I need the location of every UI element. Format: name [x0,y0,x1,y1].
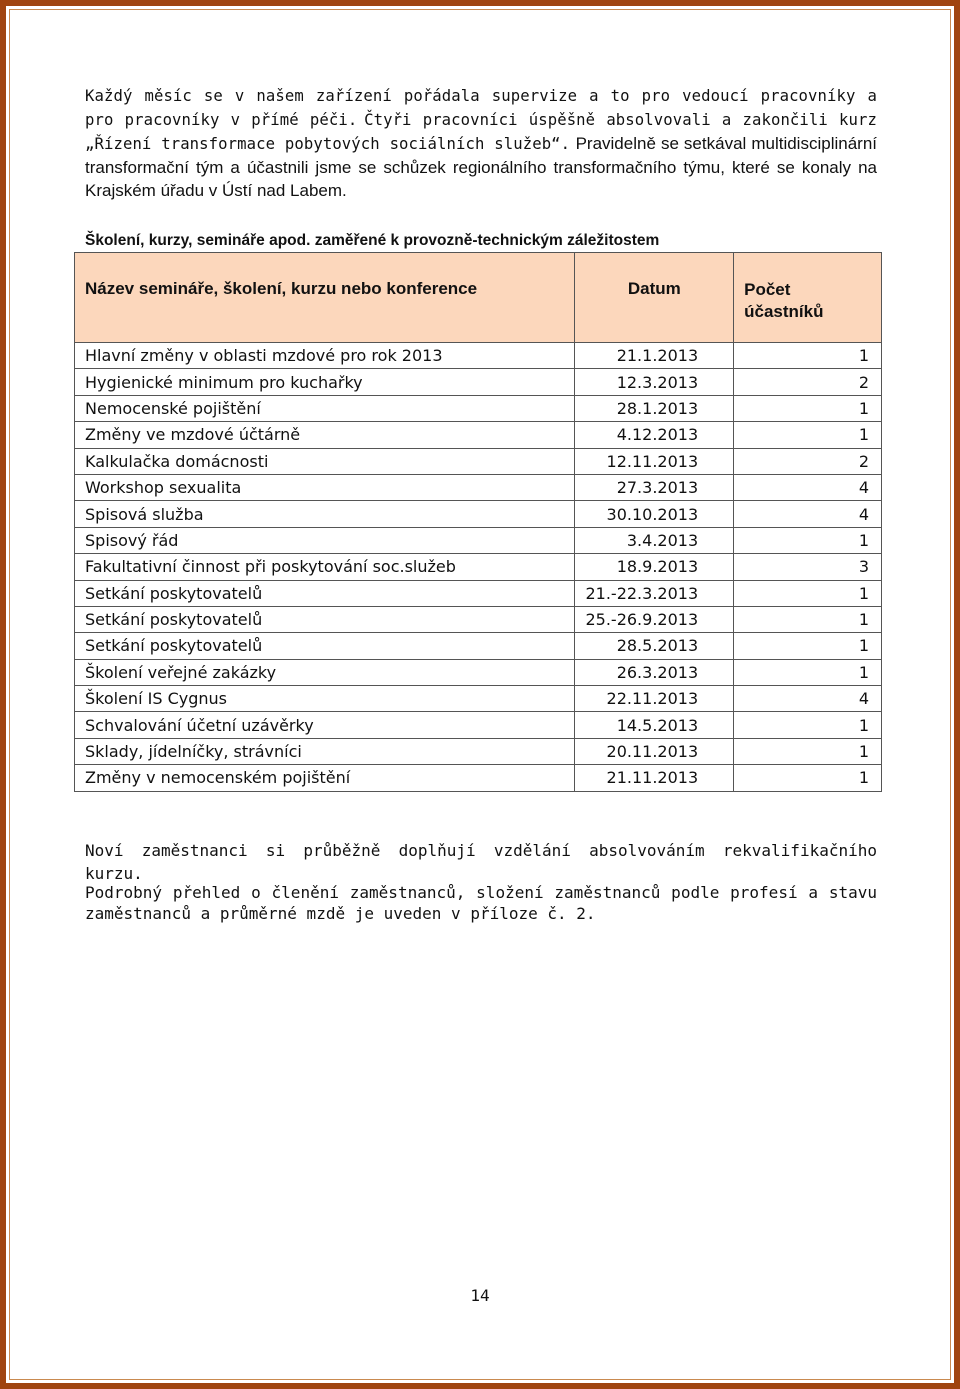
cell-count: 1 [734,765,882,791]
table-row [75,395,882,421]
new-staff-paragraph: Noví zaměstnanci si průběžně doplňují vzdělání absolvováním rekvalifikačního kurzu. [85,841,877,883]
cell-date: 14.5.2013 [575,712,734,738]
cell-count: 1 [734,580,882,606]
table-row [75,712,882,738]
cell-name: Schvalování účetní uzávěrky [75,712,575,738]
cell-name: Hlavní změny v oblasti mzdové pro rok 2013 [75,343,575,369]
table-row [75,765,882,791]
header-count-line2: účastníků [744,302,824,321]
cell-name: Školení IS Cygnus [75,686,575,712]
intro-sentence-2: Čtyři pracovníci úspěšně absolvovali a zakončili kurz „Řízení transformace pobytových sociálních služeb“. [85,111,877,153]
cell-date: 28.5.2013 [575,633,734,659]
cell-name: Spisová služba [75,501,575,527]
table-row [75,686,882,712]
cell-date: 21.1.2013 [575,343,734,369]
table-row [75,554,882,580]
overview-paragraph: Podrobný přehled o členění zaměstnanců, složení zaměstnanců podle profesí a stavu zaměstnanců a průměrné mzdě je uveden v příloze č. 2. [85,883,877,923]
cell-name: Setkání poskytovatelů [75,580,575,606]
cell-count: 1 [734,395,882,421]
cell-date: 25.-26.9.2013 [575,606,734,632]
cell-date: 27.3.2013 [575,474,734,500]
cell-name: Hygienické minimum pro kuchařky [75,369,575,395]
table-row [75,343,882,369]
cell-date: 3.4.2013 [575,527,734,553]
cell-name: Workshop sexualita [75,474,575,500]
intro-paragraph [85,84,877,202]
cell-name: Setkání poskytovatelů [75,633,575,659]
cell-count: 1 [734,422,882,448]
table-row [75,369,882,395]
cell-name: Spisový řád [75,527,575,553]
cell-count: 2 [734,369,882,395]
section-heading-bold: Školení, kurzy, semináře apod. [85,232,311,249]
table-row [75,422,882,448]
section-heading [85,232,659,250]
section-heading-rest: zaměřené k provozně-technickým záležitostem [314,232,660,249]
header-name: Název semináře, školení, kurzu nebo konference [75,253,575,343]
table-row [75,580,882,606]
cell-count: 1 [734,606,882,632]
cell-name: Kalkulačka domácnosti [75,448,575,474]
table-row [75,474,882,500]
table-row [75,738,882,764]
table-row [75,659,882,685]
cell-name: Nemocenské pojištění [75,395,575,421]
cell-date: 26.3.2013 [575,659,734,685]
cell-date: 22.11.2013 [575,686,734,712]
cell-count: 1 [734,659,882,685]
cell-count: 1 [734,738,882,764]
cell-name: Změny v nemocenském pojištění [75,765,575,791]
cell-count: 4 [734,501,882,527]
cell-name: Změny ve mzdové účtárně [75,422,575,448]
cell-count: 1 [734,633,882,659]
cell-date: 20.11.2013 [575,738,734,764]
page-number: 14 [470,1286,490,1305]
cell-name: Školení veřejné zakázky [75,659,575,685]
cell-count: 2 [734,448,882,474]
table-row [75,606,882,632]
cell-date: 21.-22.3.2013 [575,580,734,606]
cell-count: 3 [734,554,882,580]
intro-sentence-3: Pravidelně se setkával multidisciplinární transformační tým a účastnili jsme se schůzek regionálního transformačního týmu, které se konaly na Krajském úřadu v Ústí nad Labem. [85,134,877,200]
cell-count: 1 [734,712,882,738]
cell-name: Fakultativní činnost při poskytování soc.služeb [75,554,575,580]
cell-date: 18.9.2013 [575,554,734,580]
header-count-line1: Počet [744,280,791,299]
cell-date: 4.12.2013 [575,422,734,448]
table-row [75,527,882,553]
cell-count: 1 [734,527,882,553]
table-row [75,501,882,527]
table-row [75,633,882,659]
table-row [75,448,882,474]
cell-name: Setkání poskytovatelů [75,606,575,632]
cell-date: 21.11.2013 [575,765,734,791]
table-header-row [75,253,882,343]
header-date: Datum [575,253,734,343]
courses-table [74,252,882,792]
cell-count: 4 [734,686,882,712]
cell-count: 1 [734,343,882,369]
cell-count: 4 [734,474,882,500]
header-count [734,253,882,343]
intro-sentence-1: Každý měsíc se v našem zařízení pořádala supervize a to pro vedoucí pracovníky a pro pracovníky v přímé péči. [85,87,877,129]
cell-name: Sklady, jídelníčky, strávníci [75,738,575,764]
cell-date: 30.10.2013 [575,501,734,527]
cell-date: 12.3.2013 [575,369,734,395]
cell-date: 28.1.2013 [575,395,734,421]
cell-date: 12.11.2013 [575,448,734,474]
